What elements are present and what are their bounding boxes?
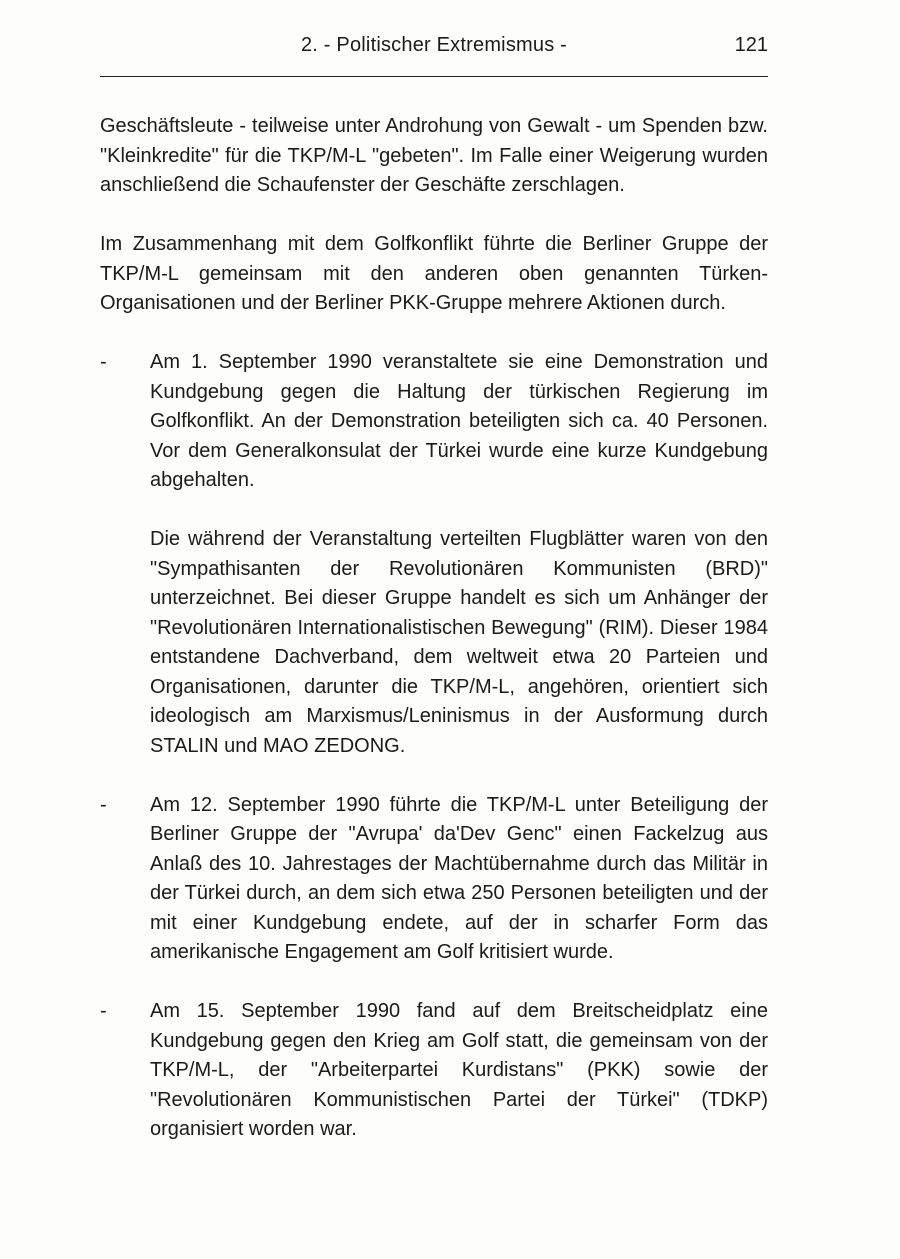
list-item bbox=[100, 791, 768, 968]
bullet-dash: - bbox=[100, 793, 107, 816]
list-item-body bbox=[150, 791, 768, 968]
body-text bbox=[100, 112, 768, 1174]
bullet-dash: - bbox=[100, 351, 107, 373]
list-item-body bbox=[150, 997, 768, 1145]
list-item-paragraph: Am 15. September 1990 fand auf dem Breitscheidplatz eine Kundgebung gegen den Krieg am Golf statt, die gemeinsam von der TKP/M-L, der "Arbeiterpartei Kurdistans" (PKK) sowie der "Revolutionären Kommunistischen Partei der Türkei" (TDKP) organisiert worden war. bbox=[150, 1000, 768, 1140]
list-item bbox=[100, 997, 768, 1145]
list-item bbox=[100, 348, 768, 761]
paragraph: Im Zusammenhang mit dem Golfkonflikt führte die Berliner Gruppe der TKP/M-L gemeinsam mit den anderen oben genannten Türken-Organisationen und der Berliner PKK-Gruppe mehrere Aktionen durch. bbox=[100, 233, 768, 314]
header-title: 2. - Politischer Extremismus - bbox=[300, 34, 568, 56]
bullet-dash: - bbox=[100, 1000, 107, 1022]
page-header bbox=[100, 30, 768, 70]
list-item-body bbox=[150, 348, 768, 761]
list-item-paragraph: Die während der Veranstaltung verteilten Flugblätter waren von den "Sympathisanten der Revolutionären Kommunisten (BRD)" unterzeichnet. Bei dieser Gruppe handelt es sich um Anhänger der "Revolutionären Internationalistischen Bewegung" (RIM). Dieser 1984 entstandene Dachverband, dem weltweit etwa 20 Parteien und Organisationen, darunter die TKP/M-L, angehören, orientiert sich ideologisch am Marxismus/Leninismus in der Ausformung durch STALIN und MAO ZEDONG. bbox=[150, 528, 768, 757]
list-item-paragraph: Am 12. September 1990 führte die TKP/M-L unter Beteiligung der Berliner Gruppe der "Avrupa' da'Dev Genc" einen Fackelzug aus Anlaß des 10. Jahrestages der Machtübernahme durch das Militär in der Türkei durch, an dem sich etwa 250 Personen beteiligten und der mit einer Kundgebung endete, auf der in scharfer Form das amerikanische Engagement am Golf kritisiert wurde. bbox=[150, 793, 768, 963]
list-item-paragraph: Am 1. September 1990 veranstaltete sie eine Demonstration und Kundgebung gegen die Haltung der türkischen Regierung im Golfkonflikt. An der Demonstration beteiligten sich ca. 40 Personen. Vor dem Generalkonsulat der Türkei wurde eine kurze Kundgebung abgehalten. bbox=[150, 351, 768, 491]
header-rule bbox=[100, 76, 768, 77]
page-number: 121 bbox=[734, 34, 768, 56]
paragraph: Geschäftsleute - teilweise unter Androhung von Gewalt - um Spenden bzw. "Kleinkredite" für die TKP/M-L "gebeten". Im Falle einer Weigerung wurden anschließend die Schaufenster der Geschäfte zerschlagen. bbox=[100, 115, 768, 196]
